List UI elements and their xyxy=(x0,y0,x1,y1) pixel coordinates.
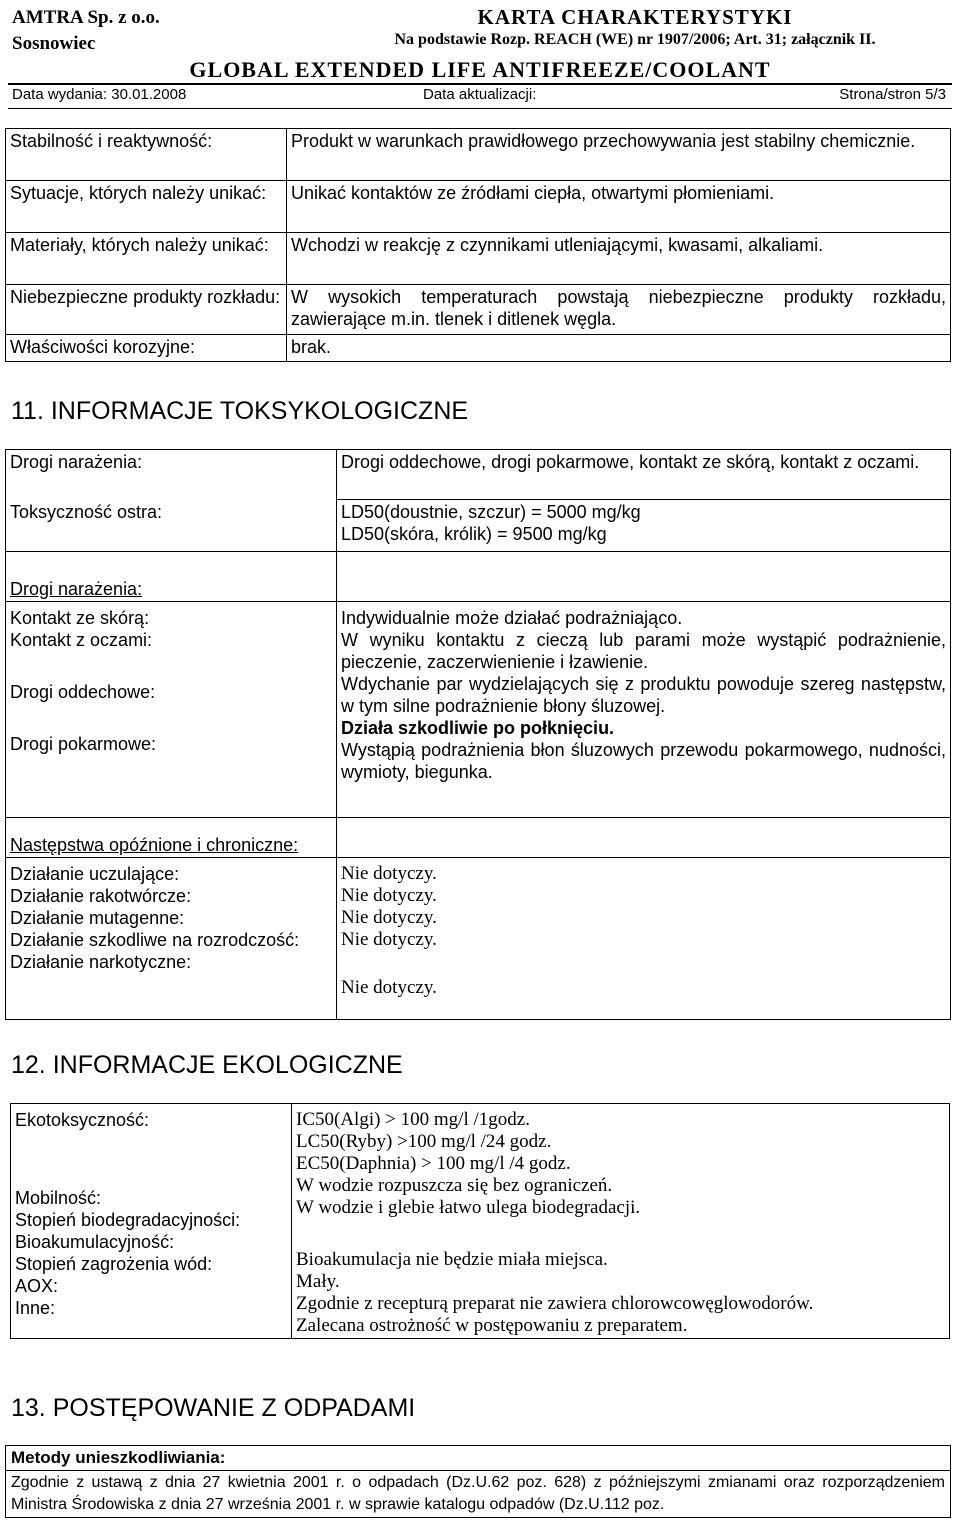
biodeg-value: W wodzie i glebie łatwo ulega biodegradacji. xyxy=(296,1197,641,1218)
corrosive-label: Właściwości korozyjne: xyxy=(6,335,287,362)
mutagenic-label: Działanie mutagenne: xyxy=(10,908,185,928)
avoid-conditions-label: Sytuacje, których należy unikać: xyxy=(6,181,287,233)
aox-label: AOX: xyxy=(15,1276,59,1296)
narcotic-label: Działanie narkotyczne: xyxy=(10,952,192,972)
acute-tox-value xyxy=(337,500,951,552)
respiratory-label: Drogi oddechowe: xyxy=(10,682,156,702)
avoid-materials-label: Materiały, których należy unikać: xyxy=(6,233,287,285)
routes-label: Drogi narażenia: xyxy=(6,450,337,500)
ecotox-fish: LC50(Ryby) >100 mg/l /24 godz. xyxy=(296,1131,552,1152)
bioacc-value: Bioakumulacja nie będzie miała miejsca. xyxy=(296,1249,608,1270)
stability-value: Produkt w warunkach prawidłowego przechowywania jest stabilny chemicznie. xyxy=(287,129,951,181)
header-divider-bottom xyxy=(8,108,952,109)
carcinogenic-value: Nie dotyczy. xyxy=(341,885,437,906)
delayed-heading: Następstwa opóźnione i chroniczne: xyxy=(10,835,299,855)
other-value: Zalecana ostrożność w postępowaniu z preparatem. xyxy=(296,1315,688,1336)
aox-value: Zgodnie z recepturą preparat nie zawiera chlorowcowęglowodorów. xyxy=(296,1293,814,1314)
other-label: Inne: xyxy=(15,1298,56,1318)
update-date: Data aktualizacji: xyxy=(423,86,537,103)
ecology-table xyxy=(10,1103,950,1339)
eyes-value: W wyniku kontaktu z cieczą lub parami może wystąpić podrażnienie, pieczenie, zaczerwienienie i łzawienie. xyxy=(341,630,946,672)
routes-heading-cell xyxy=(6,552,337,602)
stability-table xyxy=(5,128,951,362)
header-divider xyxy=(8,83,952,85)
acute-tox-dermal: LD50(skóra, królik) = 9500 mg/kg xyxy=(341,524,607,544)
ecology-values xyxy=(292,1104,950,1339)
reproductive-label: Działanie szkodliwe na rozrodczość: xyxy=(10,930,300,950)
company-block xyxy=(12,5,160,57)
page-number: Strona/stron 5/3 xyxy=(839,86,946,103)
company-city: Sosnowiec xyxy=(12,33,96,54)
issue-date: Data wydania: 30.01.2008 xyxy=(12,86,187,103)
waste-table xyxy=(5,1445,951,1518)
oral-value: Wystąpią podrażnienia błon śluzowych przewodu pokarmowego, nudności, wymioty, biegunka. xyxy=(341,740,946,782)
methods-value: Zgodnie z ustawą z dnia 27 kwietnia 2001 r. o odpadach (Dz.U.62 poz. 628) z późniejszymi zmianami oraz rozporządzeniem Ministra Środowiska z dnia 27 września 2001 r. w sprawie katalogu odpadów (Dz.U.112 poz. xyxy=(6,1471,951,1518)
doc-title-block xyxy=(322,5,948,51)
ecology-labels xyxy=(11,1104,292,1339)
section-12-title: 12. INFORMACJE EKOLOGICZNE xyxy=(11,1051,403,1079)
toxicology-table xyxy=(5,449,951,1020)
delayed-heading-cell xyxy=(6,818,337,858)
water-hazard-value: Mały. xyxy=(296,1271,340,1292)
routes-heading-empty xyxy=(337,552,951,602)
delayed-labels xyxy=(6,858,337,1020)
skin-label: Kontakt ze skórą: xyxy=(10,608,150,628)
mobility-label: Mobilność: xyxy=(15,1188,102,1208)
mutagenic-value: Nie dotyczy. xyxy=(341,907,437,928)
avoid-conditions-value: Unikać kontaktów ze źródłami ciepła, otwartymi płomieniami. xyxy=(287,181,951,233)
ecotox-algae: IC50(Algi) > 100 mg/l /1godz. xyxy=(296,1109,530,1130)
routes-heading: Drogi narażenia: xyxy=(10,579,143,599)
avoid-materials-value: Wchodzi w reakcję z czynnikami utleniającymi, kwasami, alkaliami. xyxy=(287,233,951,285)
reproductive-value: Nie dotyczy. xyxy=(341,929,437,950)
ecotox-daphnia: EC50(Daphnia) > 100 mg/l /4 godz. xyxy=(296,1153,571,1174)
respiratory-value: Wdychanie par wydzielających się z produktu powoduje szereg następstw, w tym silne podrażnienie błony śluzowej. xyxy=(341,674,946,716)
decomposition-value: W wysokich temperaturach powstają niebezpieczne produkty rozkładu, zawierające m.in. tlenek i ditlenek węgla. xyxy=(287,285,951,335)
effects-labels xyxy=(6,602,337,818)
doc-regulation: Na podstawie Rozp. REACH (WE) nr 1907/2006; Art. 31; załącznik II. xyxy=(394,31,876,48)
corrosive-value: brak. xyxy=(287,335,951,362)
routes-value: Drogi oddechowe, drogi pokarmowe, kontakt ze skórą, kontakt z oczami. xyxy=(337,450,951,500)
stability-label: Stabilność i reaktywność: xyxy=(6,129,287,181)
mobility-value: W wodzie rozpuszcza się bez ograniczeń. xyxy=(296,1175,613,1196)
ecotox-label: Ekotoksyczność: xyxy=(15,1110,150,1130)
delayed-heading-empty xyxy=(337,818,951,858)
biodeg-label: Stopień biodegradacyjności: xyxy=(15,1210,241,1230)
water-hazard-label: Stopień zagrożenia wód: xyxy=(15,1254,213,1274)
effects-values xyxy=(337,602,951,818)
acute-tox-oral: LD50(doustnie, szczur) = 5000 mg/kg xyxy=(341,502,641,522)
section-11-title: 11. INFORMACJE TOKSYKOLOGICZNE xyxy=(11,397,469,425)
skin-value: Indywidualnie może działać podrażniająco. xyxy=(341,608,683,628)
sensitizing-value: Nie dotyczy. xyxy=(341,863,437,884)
decomposition-label: Niebezpieczne produkty rozkładu: xyxy=(6,285,287,335)
section-13-title: 13. POSTĘPOWANIE Z ODPADAMI xyxy=(11,1394,416,1422)
sensitizing-label: Działanie uczulające: xyxy=(10,864,180,884)
bioacc-label: Bioakumulacyjność: xyxy=(15,1232,175,1252)
doc-title: KARTA CHARAKTERYSTYKI xyxy=(477,5,793,29)
eyes-label: Kontakt z oczami: xyxy=(10,630,153,650)
methods-label: Metody unieszkodliwiania: xyxy=(6,1446,951,1471)
narcotic-value: Nie dotyczy. xyxy=(341,977,437,998)
carcinogenic-label: Działanie rakotwórcze: xyxy=(10,886,192,906)
delayed-values xyxy=(337,858,951,1020)
company-name: AMTRA Sp. z o.o. xyxy=(12,7,160,28)
oral-value-bold: Działa szkodliwie po połknięciu. xyxy=(341,718,615,738)
oral-label: Drogi pokarmowe: xyxy=(10,734,157,754)
acute-tox-label: Toksyczność ostra: xyxy=(6,500,337,552)
product-name: GLOBAL EXTENDED LIFE ANTIFREEZE/COOLANT xyxy=(189,57,771,82)
